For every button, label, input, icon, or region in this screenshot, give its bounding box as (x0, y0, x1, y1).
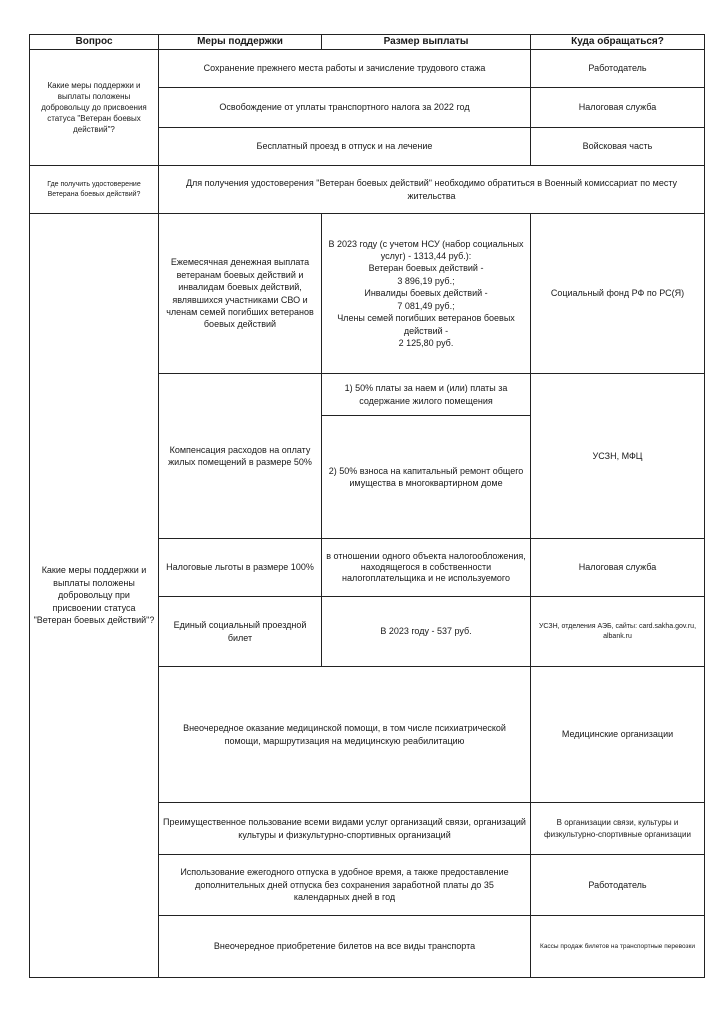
question-before-status: Какие меры поддержки и выплаты положены добровольцу до присвоения статуса "Ветеран боевых действий"? (30, 50, 159, 166)
contact-cell: Социальный фонд РФ по РС(Я) (531, 214, 705, 374)
table-row (30, 214, 705, 374)
header-contact: Куда обращаться? (531, 35, 705, 50)
header-question: Вопрос (30, 35, 159, 50)
support-measures-table (29, 34, 705, 978)
amount-cell: В 2023 году - 537 руб. (322, 597, 531, 667)
header-measures: Меры поддержки (159, 35, 322, 50)
contact-cell: Налоговая служба (531, 539, 705, 597)
question-with-status: Какие меры поддержки и выплаты положены добровольцу при присвоении статуса "Ветеран боевых действий"? (30, 214, 159, 978)
table-row (30, 166, 705, 214)
table-row (30, 50, 705, 88)
measure-cell: Внеочередное оказание медицинской помощи, в том числе психиатрической помощи, маршрутизация на медицинскую реабилитацию (159, 667, 531, 803)
amount-cell: 1) 50% платы за наем и (или) платы за содержание жилого помещения (322, 374, 531, 416)
contact-cell: Кассы продаж билетов на транспортные перевозки (531, 916, 705, 978)
amount-cell: в отношении одного объекта налогообложения, находящегося в собственности налогоплательщика и не используемого (322, 539, 531, 597)
header-row (30, 35, 705, 50)
measure-cell: Использование ежегодного отпуска в удобное время, а также предоставление дополнительных дней отпуска без сохранения заработной платы до 35 календарных дней в год (159, 855, 531, 916)
contact-cell: УСЗН, отделения АЭБ, сайты: card.sakha.gov.ru, albank.ru (531, 597, 705, 667)
contact-cell: Медицинские организации (531, 667, 705, 803)
measure-cell: Ежемесячная денежная выплата ветеранам боевых действий и инвалидам боевых действий, являвшихся участниками СВО и членам семей погибших ветеранов боевых действий (159, 214, 322, 374)
measure-cell: Бесплатный проезд в отпуск и на лечение (159, 128, 531, 166)
measure-cell: Внеочередное приобретение билетов на все виды транспорта (159, 916, 531, 978)
contact-cell: Работодатель (531, 855, 705, 916)
contact-cell: Налоговая служба (531, 88, 705, 128)
measure-cell: Освобождение от уплаты транспортного налога за 2022 год (159, 88, 531, 128)
contact-cell: Работодатель (531, 50, 705, 88)
measure-cell: Сохранение прежнего места работы и зачисление трудового стажа (159, 50, 531, 88)
question-certificate: Где получить удостоверение Ветерана боевых действий? (30, 166, 159, 214)
contact-cell: УСЗН, МФЦ (531, 374, 705, 539)
header-amount: Размер выплаты (322, 35, 531, 50)
measure-cell: Преимущественное пользование всеми видами услуг организаций связи, организаций культуры и физкультурно-спортивных организаций (159, 803, 531, 855)
support-measures-document (29, 34, 704, 978)
certificate-answer: Для получения удостоверения "Ветеран боевых действий" необходимо обратиться в Военный комиссариат по месту жительства (159, 166, 705, 214)
measure-cell: Единый социальный проездной билет (159, 597, 322, 667)
measure-cell: Налоговые льготы в размере 100% (159, 539, 322, 597)
measure-cell: Компенсация расходов на оплату жилых помещений в размере 50% (159, 374, 322, 539)
contact-cell: В организации связи, культуры и физкультурно-спортивные организации (531, 803, 705, 855)
amount-cell: 2) 50% взноса на капитальный ремонт общего имущества в многоквартирном доме (322, 416, 531, 539)
amount-cell: В 2023 году (с учетом НСУ (набор социальных услуг) - 1313,44 руб.): Ветеран боевых действий - 3 896,19 руб.; Инвалиды боевых действий - 7 081,49 руб.; Члены семей погибших ветеранов боевых действий - 2 125,80 руб. (322, 214, 531, 374)
contact-cell: Войсковая часть (531, 128, 705, 166)
